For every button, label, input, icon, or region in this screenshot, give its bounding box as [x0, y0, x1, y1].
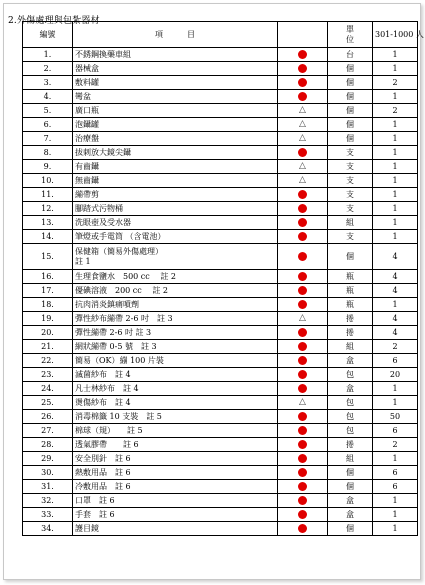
row-unit: 支 — [328, 174, 373, 188]
row-quantity: 2 — [373, 340, 418, 354]
row-number: 15. — [23, 244, 73, 270]
row-number: 27. — [23, 424, 73, 438]
row-required-mark — [278, 522, 328, 536]
table-row — [23, 466, 418, 480]
required-dot-icon — [298, 356, 307, 365]
row-required-mark — [278, 230, 328, 244]
row-required-mark — [278, 62, 328, 76]
row-quantity: 4 — [373, 270, 418, 284]
row-unit: 個 — [328, 244, 373, 270]
row-number: 13. — [23, 216, 73, 230]
required-dot-icon — [298, 272, 307, 281]
row-unit: 個 — [328, 466, 373, 480]
row-quantity: 1 — [373, 298, 418, 312]
row-number: 18. — [23, 298, 73, 312]
table-row — [23, 216, 418, 230]
row-item-name: 腳踏式污物桶 — [73, 202, 278, 216]
row-unit: 支 — [328, 160, 373, 174]
row-item-name: 彈性繃帶 2-6 吋 註 3 — [73, 326, 278, 340]
row-unit: 個 — [328, 90, 373, 104]
required-dot-icon — [298, 426, 307, 435]
row-number: 29. — [23, 452, 73, 466]
row-item-name-line1: 保健箱（簡易外傷處理） — [75, 246, 163, 256]
row-required-mark — [278, 452, 328, 466]
row-item-name-line2: 註 1 — [75, 256, 91, 266]
row-number: 11. — [23, 188, 73, 202]
row-quantity: 1 — [373, 382, 418, 396]
row-required-mark — [278, 354, 328, 368]
row-unit: 個 — [328, 480, 373, 494]
table-row — [23, 340, 418, 354]
row-required-mark — [278, 298, 328, 312]
row-quantity: 1 — [373, 522, 418, 536]
table-row — [23, 132, 418, 146]
row-number: 22. — [23, 354, 73, 368]
row-quantity: 1 — [373, 174, 418, 188]
row-unit: 個 — [328, 118, 373, 132]
table-row — [23, 508, 418, 522]
row-number: 28. — [23, 438, 73, 452]
required-dot-icon — [298, 300, 307, 309]
row-required-mark — [278, 382, 328, 396]
row-unit: 台 — [328, 48, 373, 62]
row-required-mark — [278, 312, 328, 326]
row-item-name: 泡鑷罐 — [73, 118, 278, 132]
row-number: 31. — [23, 480, 73, 494]
table-row — [23, 244, 418, 270]
row-quantity: 4 — [373, 312, 418, 326]
table-row — [23, 326, 418, 340]
table-row — [23, 62, 418, 76]
row-number: 1. — [23, 48, 73, 62]
header-unit-line2: 位 — [346, 34, 354, 44]
row-quantity: 1 — [373, 90, 418, 104]
row-quantity: 1 — [373, 452, 418, 466]
table-row — [23, 368, 418, 382]
table-row — [23, 230, 418, 244]
row-quantity: 1 — [373, 508, 418, 522]
required-dot-icon — [298, 190, 307, 199]
table-row — [23, 382, 418, 396]
row-quantity: 1 — [373, 230, 418, 244]
row-required-mark — [278, 270, 328, 284]
optional-triangle-icon: △ — [299, 161, 306, 172]
row-required-mark — [278, 284, 328, 298]
row-item-name: 繃帶剪 — [73, 188, 278, 202]
row-unit: 盒 — [328, 494, 373, 508]
row-number: 33. — [23, 508, 73, 522]
row-quantity: 4 — [373, 284, 418, 298]
required-dot-icon — [298, 510, 307, 519]
required-dot-icon — [298, 78, 307, 87]
header-mark — [278, 22, 328, 48]
row-item-name: 彈性紗布繃帶 2-6 吋 註 3 — [73, 312, 278, 326]
row-number: 3. — [23, 76, 73, 90]
row-required-mark — [278, 132, 328, 146]
row-number: 14. — [23, 230, 73, 244]
row-number: 16. — [23, 270, 73, 284]
table-row — [23, 396, 418, 410]
row-required-mark — [278, 508, 328, 522]
row-required-mark — [278, 494, 328, 508]
row-number: 30. — [23, 466, 73, 480]
optional-triangle-icon: △ — [299, 397, 306, 408]
row-quantity: 50 — [373, 410, 418, 424]
row-item-name: 凡士林紗布 註 4 — [73, 382, 278, 396]
row-number: 8. — [23, 146, 73, 160]
row-item-name: 棉球（規） 註 5 — [73, 424, 278, 438]
row-item-name: 器械盒 — [73, 62, 278, 76]
optional-triangle-icon: △ — [299, 175, 306, 186]
row-number: 19. — [23, 312, 73, 326]
row-required-mark — [278, 466, 328, 480]
required-dot-icon — [298, 482, 307, 491]
required-dot-icon — [298, 232, 307, 241]
required-dot-icon — [298, 524, 307, 533]
table-row — [23, 76, 418, 90]
required-dot-icon — [298, 370, 307, 379]
row-item-name: 簡易（OK）繃 100 片裝 — [73, 354, 278, 368]
required-dot-icon — [298, 412, 307, 421]
row-quantity: 1 — [373, 62, 418, 76]
required-dot-icon — [298, 252, 307, 261]
table-row — [23, 298, 418, 312]
row-quantity: 1 — [373, 160, 418, 174]
row-required-mark — [278, 216, 328, 230]
row-required-mark — [278, 174, 328, 188]
row-quantity: 1 — [373, 494, 418, 508]
row-quantity: 4 — [373, 244, 418, 270]
table-row — [23, 452, 418, 466]
row-number: 10. — [23, 174, 73, 188]
row-item-name: 冷敷用品 註 6 — [73, 480, 278, 494]
header-qty: 301-1000 人 — [373, 22, 418, 48]
header-unit — [328, 22, 373, 48]
row-number: 20. — [23, 326, 73, 340]
required-dot-icon — [298, 384, 307, 393]
row-number: 2. — [23, 62, 73, 76]
row-item-name: 洗眼壺及受水器 — [73, 216, 278, 230]
row-item-name — [73, 244, 278, 270]
row-quantity: 1 — [373, 188, 418, 202]
row-unit: 組 — [328, 452, 373, 466]
table-row — [23, 118, 418, 132]
row-item-name: 不銹鋼換藥車組 — [73, 48, 278, 62]
required-dot-icon — [298, 440, 307, 449]
row-unit: 包 — [328, 410, 373, 424]
row-required-mark — [278, 118, 328, 132]
row-quantity: 4 — [373, 326, 418, 340]
table-header-row — [23, 22, 418, 48]
row-unit: 捲 — [328, 438, 373, 452]
row-required-mark — [278, 438, 328, 452]
table-row — [23, 312, 418, 326]
row-item-name: 治療盤 — [73, 132, 278, 146]
row-required-mark — [278, 76, 328, 90]
row-unit: 個 — [328, 76, 373, 90]
row-required-mark — [278, 146, 328, 160]
table-row — [23, 410, 418, 424]
row-unit: 盒 — [328, 354, 373, 368]
row-number: 9. — [23, 160, 73, 174]
row-required-mark — [278, 410, 328, 424]
optional-triangle-icon: △ — [299, 105, 306, 116]
table-row — [23, 480, 418, 494]
row-unit: 包 — [328, 396, 373, 410]
row-item-name: 彎盆 — [73, 90, 278, 104]
row-unit: 組 — [328, 216, 373, 230]
row-item-name: 消毒棉籤 10 支裝 註 5 — [73, 410, 278, 424]
row-item-name: 敷料罐 — [73, 76, 278, 90]
table-row — [23, 90, 418, 104]
row-number: 21. — [23, 340, 73, 354]
row-number: 5. — [23, 104, 73, 118]
required-dot-icon — [298, 342, 307, 351]
required-dot-icon — [298, 92, 307, 101]
table-row — [23, 424, 418, 438]
section-heading: 2.外傷處理與包紮器材 — [8, 16, 100, 26]
row-item-name: 抗肉消炎鎮痛噴劑 — [73, 298, 278, 312]
row-unit: 瓶 — [328, 284, 373, 298]
row-item-name: 手套 註 6 — [73, 508, 278, 522]
required-dot-icon — [298, 64, 307, 73]
row-quantity: 6 — [373, 424, 418, 438]
required-dot-icon — [298, 328, 307, 337]
row-quantity: 2 — [373, 76, 418, 90]
table-row — [23, 174, 418, 188]
row-required-mark — [278, 48, 328, 62]
row-required-mark — [278, 188, 328, 202]
row-quantity: 6 — [373, 466, 418, 480]
row-required-mark — [278, 244, 328, 270]
row-unit: 捲 — [328, 312, 373, 326]
row-required-mark — [278, 104, 328, 118]
required-dot-icon — [298, 496, 307, 505]
row-item-name: 生理食鹽水 500 cc 註 2 — [73, 270, 278, 284]
table-row — [23, 202, 418, 216]
row-required-mark — [278, 424, 328, 438]
row-number: 23. — [23, 368, 73, 382]
table-row — [23, 438, 418, 452]
row-item-name: 廣口瓶 — [73, 104, 278, 118]
row-item-name: 網狀繃帶 0-5 號 註 3 — [73, 340, 278, 354]
table-row — [23, 188, 418, 202]
table-row — [23, 104, 418, 118]
row-unit: 包 — [328, 368, 373, 382]
optional-triangle-icon: △ — [299, 133, 306, 144]
row-number: 7. — [23, 132, 73, 146]
row-quantity: 1 — [373, 216, 418, 230]
row-unit: 組 — [328, 340, 373, 354]
row-unit: 盒 — [328, 382, 373, 396]
row-quantity: 1 — [373, 48, 418, 62]
row-unit: 盒 — [328, 508, 373, 522]
row-required-mark — [278, 160, 328, 174]
optional-triangle-icon: △ — [299, 313, 306, 324]
row-quantity: 1 — [373, 396, 418, 410]
row-unit: 支 — [328, 146, 373, 160]
row-unit: 瓶 — [328, 298, 373, 312]
row-quantity: 2 — [373, 104, 418, 118]
required-dot-icon — [298, 286, 307, 295]
row-quantity: 1 — [373, 118, 418, 132]
row-unit: 個 — [328, 132, 373, 146]
row-item-name: 無齒鑷 — [73, 174, 278, 188]
row-unit: 支 — [328, 188, 373, 202]
required-dot-icon — [298, 148, 307, 157]
row-unit: 瓶 — [328, 270, 373, 284]
row-required-mark — [278, 368, 328, 382]
row-item-name: 透氣膠帶 註 6 — [73, 438, 278, 452]
row-item-name: 燙傷紗布 註 4 — [73, 396, 278, 410]
table-row — [23, 354, 418, 368]
row-quantity: 2 — [373, 438, 418, 452]
row-quantity: 1 — [373, 146, 418, 160]
row-number: 12. — [23, 202, 73, 216]
row-required-mark — [278, 396, 328, 410]
row-unit: 捲 — [328, 326, 373, 340]
row-quantity: 1 — [373, 132, 418, 146]
row-required-mark — [278, 90, 328, 104]
table-row — [23, 160, 418, 174]
row-item-name: 優碘溶液 200 cc 註 2 — [73, 284, 278, 298]
row-number: 6. — [23, 118, 73, 132]
required-dot-icon — [298, 454, 307, 463]
row-number: 25. — [23, 396, 73, 410]
row-number: 24. — [23, 382, 73, 396]
row-item-name: 熱敷用品 註 6 — [73, 466, 278, 480]
required-dot-icon — [298, 204, 307, 213]
row-unit: 個 — [328, 104, 373, 118]
header-no: 編號 — [23, 22, 73, 48]
table-row — [23, 284, 418, 298]
row-quantity: 6 — [373, 354, 418, 368]
row-required-mark — [278, 340, 328, 354]
table-row — [23, 494, 418, 508]
row-number: 4. — [23, 90, 73, 104]
row-quantity: 20 — [373, 368, 418, 382]
row-item-name: 護目鏡 — [73, 522, 278, 536]
row-number: 34. — [23, 522, 73, 536]
required-dot-icon — [298, 468, 307, 477]
row-unit: 個 — [328, 522, 373, 536]
row-required-mark — [278, 480, 328, 494]
row-quantity: 1 — [373, 202, 418, 216]
row-item-name: 滅菌紗布 註 4 — [73, 368, 278, 382]
row-required-mark — [278, 326, 328, 340]
row-number: 17. — [23, 284, 73, 298]
row-unit: 支 — [328, 202, 373, 216]
row-quantity: 6 — [373, 480, 418, 494]
row-unit: 包 — [328, 424, 373, 438]
row-item-name: 安全別針 註 6 — [73, 452, 278, 466]
row-unit: 支 — [328, 230, 373, 244]
row-item-name: 有齒鑷 — [73, 160, 278, 174]
header-item: 項 目 — [73, 22, 278, 48]
table-row — [23, 522, 418, 536]
row-item-name: 筆燈或手電筒 （含電池） — [73, 230, 278, 244]
row-required-mark — [278, 202, 328, 216]
equipment-table — [22, 21, 424, 536]
header-unit-line1: 單 — [346, 24, 354, 34]
row-number: 32. — [23, 494, 73, 508]
table-row — [23, 146, 418, 160]
table-row — [23, 270, 418, 284]
row-unit: 個 — [328, 62, 373, 76]
optional-triangle-icon: △ — [299, 119, 306, 130]
required-dot-icon — [298, 50, 307, 59]
row-item-name: 拔刺放大鏡尖鑷 — [73, 146, 278, 160]
row-number: 26. — [23, 410, 73, 424]
required-dot-icon — [298, 218, 307, 227]
row-item-name: 口罩 註 6 — [73, 494, 278, 508]
table-row — [23, 48, 418, 62]
